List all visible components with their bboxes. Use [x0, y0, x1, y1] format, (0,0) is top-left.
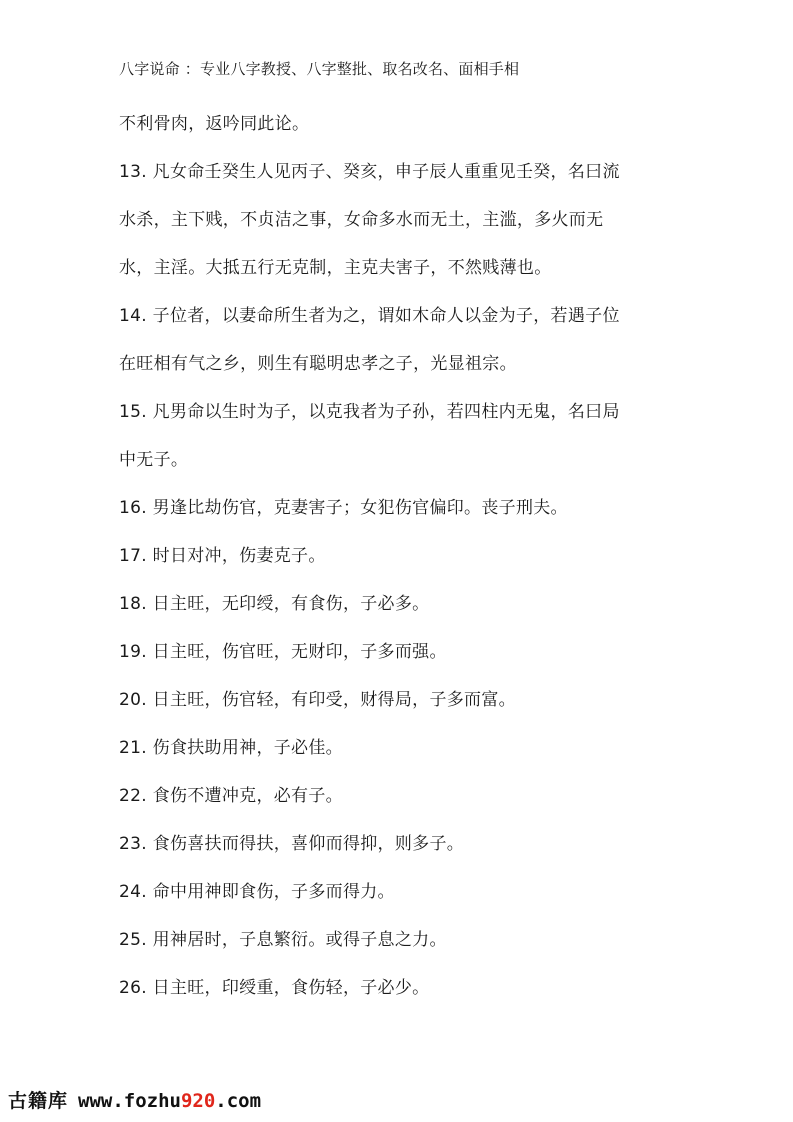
text-line: 25. 用神居时，子息繁衍。或得子息之力。 [119, 930, 447, 950]
site-number: 920 [180, 1090, 216, 1112]
text-line: 不利骨肉，返吟同此论。 [119, 114, 310, 134]
text-line: 19. 日主旺，伤官旺，无财印，子多而强。 [119, 642, 447, 662]
footer-brand: 古籍库 [8, 1090, 69, 1112]
text-line: 16. 男逢比劫伤官，克妻害子；女犯伤官偏印。丧子刑夫。 [119, 498, 568, 518]
text-line: 26. 日主旺，印绶重，食伤轻，子必少。 [119, 978, 430, 998]
text-line: 13. 凡女命壬癸生人见丙子、癸亥，申子辰人重重见壬癸，名曰流 [119, 162, 620, 182]
text-line: 23. 食伤喜扶而得扶，喜仰而得抑，则多子。 [119, 834, 465, 854]
text-line: 14. 子位者，以妻命所生者为之，谓如木命人以金为子，若遇子位 [119, 306, 620, 326]
text-line: 24. 命中用神即食伤，子多而得力。 [119, 882, 395, 902]
document-body [119, 100, 679, 1012]
page-header: 八字说命 ：专业八字教授、八字整批、取名改名、面相手相 [119, 60, 520, 78]
text-line: 水，主淫。大抵五行无克制，主克夫害子，不然贱薄也。 [119, 258, 552, 278]
site-prefix: www.fozhu [78, 1090, 181, 1112]
text-line: 水杀，主下贱，不贞洁之事，女命多水而无土，主滥，多火而无 [119, 210, 604, 230]
text-line: 22. 食伤不遭冲克，必有子。 [119, 786, 343, 806]
text-line: 18. 日主旺，无印绶，有食伤，子必多。 [119, 594, 430, 614]
site-suffix: .com [215, 1090, 262, 1112]
text-line: 在旺相有气之乡，则生有聪明忠孝之子，光显祖宗。 [119, 354, 517, 374]
text-line: 中无子。 [119, 450, 189, 470]
text-line: 21. 伤食扶助用神，子必佳。 [119, 738, 343, 758]
text-line: 15. 凡男命以生时为子，以克我者为子孙，若四柱内无鬼，名曰局 [119, 402, 620, 422]
text-line: 17. 时日对冲，伤妻克子。 [119, 546, 326, 566]
watermark-footer [8, 1086, 261, 1113]
footer-site-link[interactable] [78, 1090, 261, 1112]
text-line: 20. 日主旺，伤官轻，有印受，财得局，子多而富。 [119, 690, 516, 710]
